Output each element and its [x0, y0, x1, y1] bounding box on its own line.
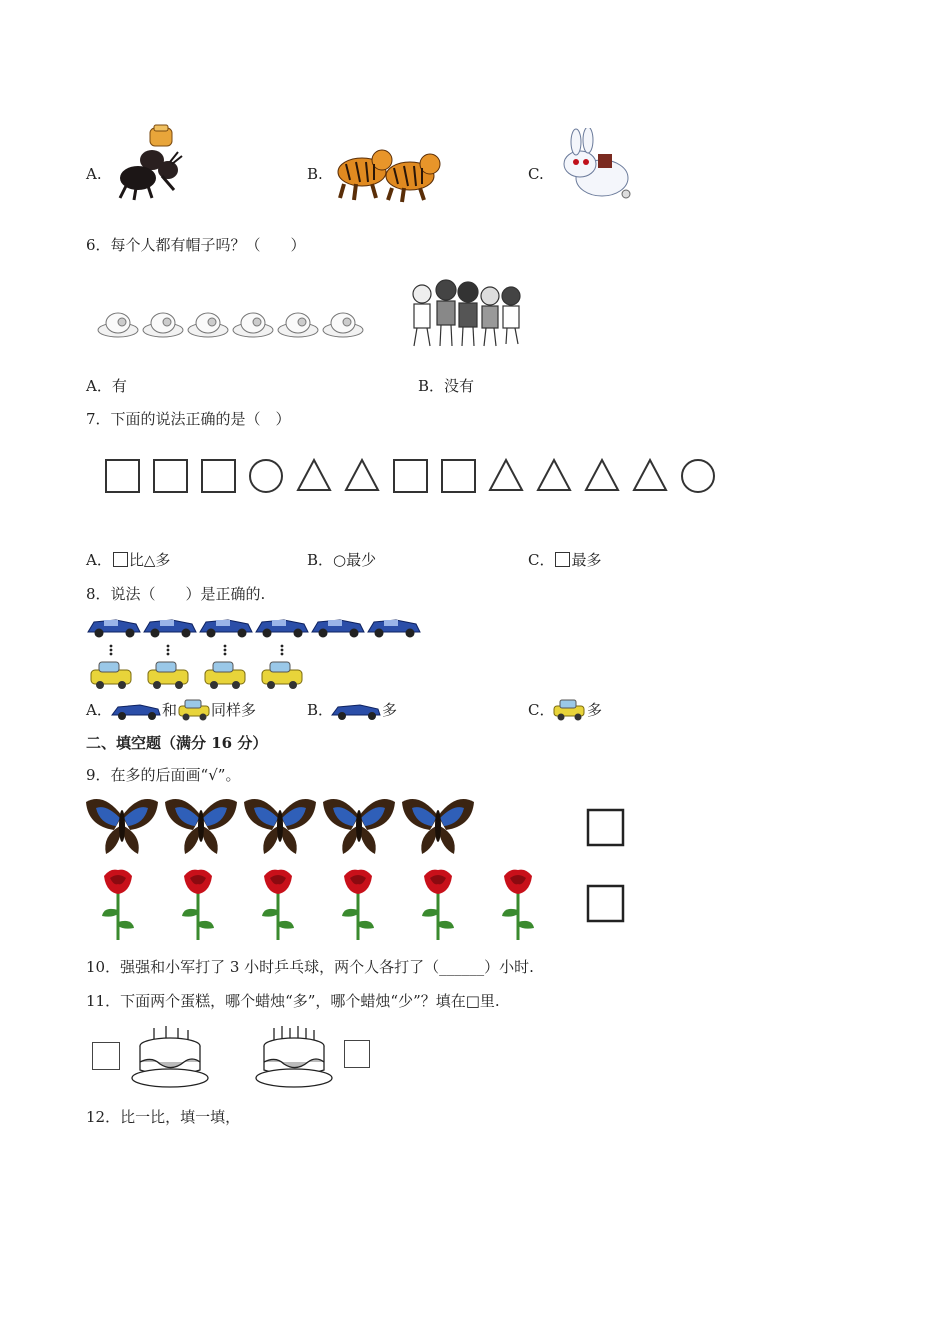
q10-stem: 10．强强和小军打了 3 小时乒乓球，两个人各打了（______）小时. — [86, 958, 534, 976]
q7-stem: 7．下面的说法正确的是（ ） — [86, 410, 291, 428]
race-car-icon — [330, 699, 382, 721]
correspondence-dots — [110, 645, 113, 656]
q6-stem: 6．每个人都有帽子吗？（ ） — [86, 236, 306, 254]
q7-option-a — [86, 550, 170, 570]
q8-option-a-suffix: 同样多 — [211, 701, 257, 719]
q7-option-a-suffix: 比△多 — [128, 551, 171, 569]
q7-option-c — [528, 550, 602, 570]
small-car-icon — [177, 698, 211, 722]
children-group-icon — [404, 272, 530, 352]
q5-option-c: C. — [528, 165, 544, 183]
q6-option-a: A．有 — [86, 377, 127, 395]
triangle-shape — [634, 460, 666, 490]
tigers-icon — [332, 134, 442, 204]
correspondence-dots — [281, 645, 284, 656]
q8-option-a-mid: 和 — [162, 701, 178, 719]
circle-shape — [250, 460, 282, 492]
q9-stem: 9．在多的后面画“√”。 — [86, 766, 241, 784]
small-car-icon — [148, 662, 188, 689]
q5-option-a: A. — [86, 165, 102, 183]
race-car-icon — [256, 620, 308, 638]
correspondence-dots — [224, 645, 227, 656]
rose-icon — [262, 870, 294, 940]
circle-shape — [682, 460, 714, 492]
correspondence-dots — [167, 645, 170, 656]
cake-right-icon — [250, 1022, 340, 1092]
small-car-icon — [552, 698, 586, 722]
square-shape — [394, 460, 427, 492]
section-heading: 二、填空题（满分 16 分） — [86, 734, 268, 752]
rose-icon — [342, 870, 374, 940]
triangle-shape — [346, 460, 378, 490]
triangle-shape — [538, 460, 570, 490]
q6-option-b: B．没有 — [418, 377, 475, 395]
q11-stem: 11．下面两个蛋糕，哪个蜡烛“多”，哪个蜡烛“少”？填在□里. — [86, 992, 500, 1010]
q8-option-c-prefix: C． — [528, 701, 555, 719]
race-car-icon — [312, 620, 364, 638]
hat-icon — [188, 313, 228, 337]
butterfly-icon — [86, 799, 158, 854]
hat-icon — [278, 313, 318, 337]
butterfly-icon — [323, 799, 395, 854]
square-shape — [202, 460, 235, 492]
cake-left-icon — [128, 1022, 212, 1092]
butterflies-roses — [84, 794, 644, 946]
shapes-row — [100, 454, 730, 498]
rose-icon — [502, 870, 534, 940]
small-car-icon — [91, 662, 131, 689]
q8-option-c-suffix: 多 — [587, 701, 603, 719]
q7-option-c-suffix: 最多 — [571, 551, 602, 569]
race-car-icon — [200, 620, 252, 638]
hat-icon — [143, 313, 183, 337]
q8-option-b-prefix: B． — [307, 701, 334, 719]
race-car-icon — [144, 620, 196, 638]
ant-with-jar-icon — [112, 124, 192, 204]
triangle-shape — [298, 460, 330, 490]
butterfly-answer-box[interactable] — [588, 810, 623, 845]
small-car-icon — [205, 662, 245, 689]
cake-right-answer-box[interactable] — [344, 1040, 370, 1068]
q5-option-b: B. — [307, 165, 323, 183]
square-shape — [106, 460, 139, 492]
square-icon — [113, 552, 128, 567]
hat-icon — [323, 313, 363, 337]
q7-option-c-prefix: C． — [528, 551, 555, 569]
rose-icon — [102, 870, 134, 940]
q8-option-a — [86, 700, 112, 720]
butterfly-icon — [402, 799, 474, 854]
cars-comparison — [86, 612, 436, 692]
q8-option-b-suffix: 多 — [382, 701, 398, 719]
race-car-icon — [368, 620, 420, 638]
q7-option-b: B．○最少 — [307, 551, 377, 569]
rose-answer-box[interactable] — [588, 886, 623, 921]
race-car-icon — [88, 620, 140, 638]
hats-svg — [96, 308, 366, 340]
q8-stem: 8．说法（ ）是正确的. — [86, 585, 266, 603]
race-car-icon — [110, 699, 162, 721]
square-icon — [555, 552, 570, 567]
small-car-icon — [262, 662, 302, 689]
q12-stem: 12．比一比，填一填， — [86, 1108, 241, 1126]
cake-left-answer-box[interactable] — [92, 1042, 120, 1070]
rose-icon — [422, 870, 454, 940]
q8-option-a-prefix: A． — [86, 701, 112, 719]
q7-option-a-prefix: A． — [86, 551, 112, 569]
rabbit-icon — [554, 128, 636, 202]
triangle-shape — [586, 460, 618, 490]
hat-icon — [98, 313, 138, 337]
triangle-shape — [490, 460, 522, 490]
hats-row — [96, 308, 366, 344]
butterfly-icon — [244, 799, 316, 854]
square-shape — [442, 460, 475, 492]
square-shape — [154, 460, 187, 492]
hat-icon — [233, 313, 273, 337]
rose-icon — [182, 870, 214, 940]
butterfly-icon — [165, 799, 237, 854]
